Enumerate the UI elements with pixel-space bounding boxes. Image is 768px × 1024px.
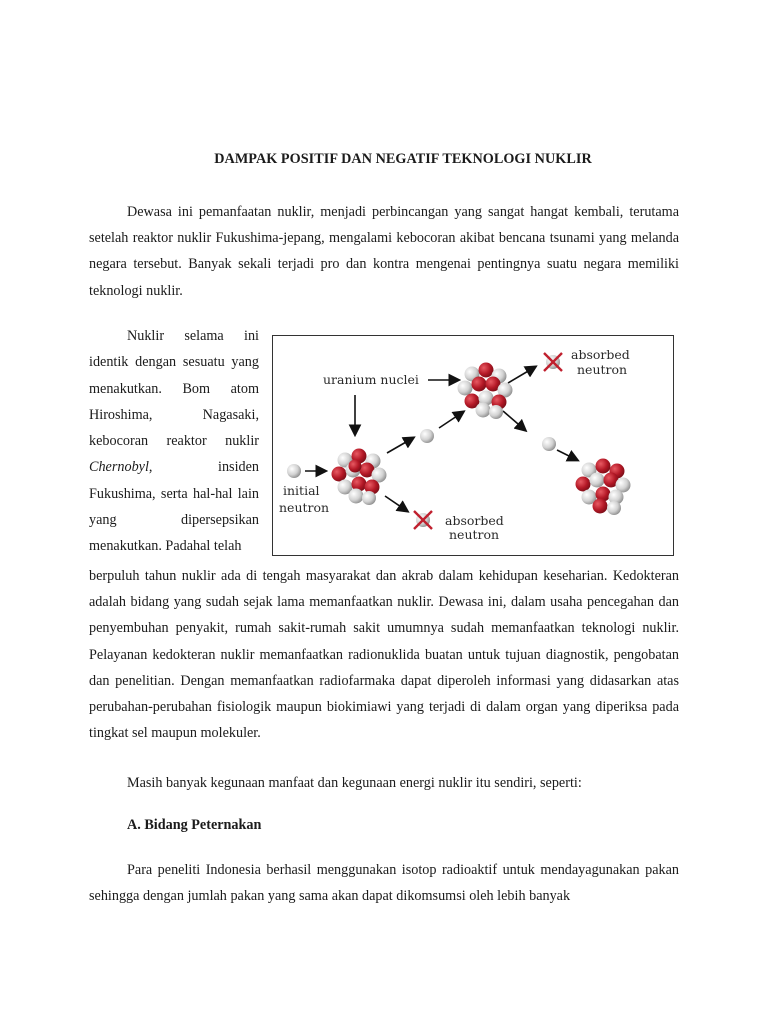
- label-absorbed-top: absorbed: [571, 347, 630, 362]
- arrow-to-absorbed-bottom: [385, 496, 407, 511]
- uranium-nucleus-left: [332, 449, 387, 506]
- fission-diagram-svg: [273, 336, 673, 555]
- paragraph-uses-intro: [89, 770, 679, 796]
- absorbed-neutron-top-icon: [544, 353, 562, 371]
- label-neutron-bottom: neutron: [449, 527, 500, 542]
- label-initial: initial: [283, 483, 320, 498]
- absorbed-neutron-bottom-icon: [414, 511, 432, 529]
- section-a-heading: A. Bidang Peternakan: [127, 817, 262, 833]
- uranium-nucleus-middle: [458, 363, 513, 420]
- paragraph-nuclear-lead-text: Nuklir selama ini identik dengan sesuatu yang menakutkan. Bom atom Hiroshima, Nagasaki, kebocoran reaktor nuklir: [89, 328, 259, 450]
- label-initial-neutron: neutron: [279, 500, 330, 515]
- right-neutron-ball: [542, 437, 556, 451]
- label-neutron-top: neutron: [577, 362, 628, 377]
- paragraph-nuclear-lead: [89, 323, 259, 560]
- paragraph-intro: [89, 199, 679, 304]
- arrow-to-right-neutron: [503, 411, 525, 430]
- fission-chain-diagram: [272, 335, 674, 556]
- paragraph-intro-text: Dewasa ini pemanfaatan nuklir, menjadi perbincangan yang sangat hangat kembali, terutama setelah reaktor nuklir Fukushima-jepang, mengalami kebocoran akibat bencana tsunami yang melanda negara tersebut. Banyak sekali terjadi pro dan kontra mengenai pentingnya suatu negara memiliki teknologi nuklir.: [89, 204, 679, 299]
- uranium-nucleus-right: [576, 459, 631, 516]
- paragraph-livestock-text: Para peneliti Indonesia berhasil menggunakan isotop radioaktif untuk mendayagunakan pakan sehingga dengan jumlah pakan yang sama akan dapat dikomsumsi oleh lebih banyak: [89, 862, 679, 905]
- arrow-to-mid-neutron: [387, 438, 413, 453]
- initial-neutron-ball: [287, 464, 301, 478]
- label-absorbed-bottom: absorbed: [445, 513, 504, 528]
- arrow-to-third-nucleus: [557, 450, 577, 460]
- document-title: DAMPAK POSITIF DAN NEGATIF TEKNOLOGI NUKLIR: [214, 151, 592, 167]
- paragraph-livestock: [89, 857, 679, 909]
- label-uranium-nuclei: uranium nuclei: [323, 372, 419, 387]
- chernobyl-italic: Chernobyl: [89, 459, 149, 476]
- paragraph-nuclear-lead-tail: , insiden Fukushima, serta hal-hal lain yang dipersepsikan menakutkan. Padahal telah: [89, 459, 259, 555]
- arrow-to-absorbed-top: [508, 367, 535, 383]
- mid-neutron-ball: [420, 429, 434, 443]
- paragraph-uses-intro-text: Masih banyak kegunaan manfaat dan kegunaan energi nuklir itu sendiri, seperti:: [127, 775, 582, 791]
- arrow-to-second-nucleus: [439, 412, 463, 428]
- paragraph-nuclear-continued: berpuluh tahun nuklir ada di tengah masyarakat dan akrab dalam kehidupan keseharian. Kedokteran adalah bidang yang sudah sejak lama memanfaatkan nuklir. Dewasa ini, dalam usaha pencegahan dan penyembuhan penyakit, rumah sakit-rumah sakit umumnya sudah memanfaatkan teknologi nuklir. Pelayanan kedokteran nuklir memanfaatkan radionuklida buatan untuk tujuan diagnostik, pengobatan dan penelitian. Dengan memanfaatkan radiofarmaka dapat diperoleh informasi yang didasarkan atas perubahan-perubahan fisiologik maupun biokimiawi yang terjadi di dalam organ yang diperiksa pada tingkat sel maupun molekuler.: [89, 568, 679, 742]
